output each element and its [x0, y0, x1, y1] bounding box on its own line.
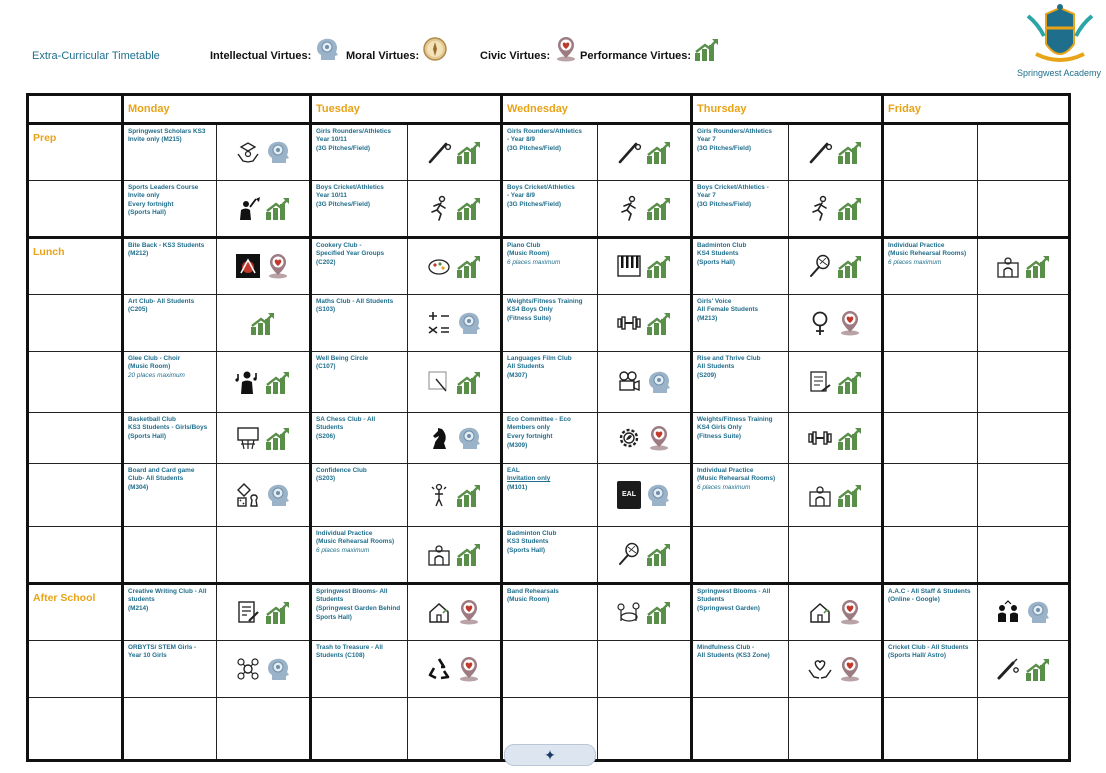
icon-cell [598, 351, 692, 412]
icon-cell [598, 237, 692, 294]
empty-cell [978, 123, 1070, 180]
school-name: Springwest Academy [1016, 68, 1102, 78]
growth-arrow-icon [456, 195, 482, 221]
film-camera-icon [616, 369, 642, 395]
head-icon [646, 369, 672, 395]
recycle-icon [426, 656, 452, 682]
badminton-racket-icon [807, 253, 833, 279]
legend-civic [480, 50, 579, 62]
empty-cell [883, 463, 978, 526]
empty-cell [883, 294, 978, 351]
head-icon [265, 482, 291, 508]
activity-cell: Springwest Blooms - All Students (Springwest Garden) [692, 583, 789, 640]
activity-cell: Board and Card game Club- All Students (M304) [123, 463, 217, 526]
icon-cell [217, 351, 311, 412]
growth-arrow-icon [694, 36, 720, 62]
icon-cell [408, 294, 502, 351]
practice-room-icon [807, 482, 833, 508]
growth-arrow-icon [456, 541, 482, 567]
lunch-row-2 [28, 294, 1070, 351]
empty-cell [28, 294, 123, 351]
legend-intellectual-label: Intellectual Virtues: [210, 50, 312, 62]
piano-icon [616, 253, 642, 279]
icon-cell [598, 180, 692, 237]
eco-gear-icon [616, 425, 642, 451]
icon-cell [978, 237, 1070, 294]
timetable-title: Extra-Curricular Timetable [32, 50, 160, 62]
head-icon [314, 36, 340, 62]
activity-cell: Individual Practice (Music Rehearsal Rooms) 6 places maximum [311, 526, 408, 583]
runner-icon [426, 195, 452, 221]
growth-arrow-icon [646, 310, 672, 336]
icon-cell [408, 640, 502, 697]
sparkle-icon: ✦ [544, 747, 556, 763]
empty-cell [217, 526, 311, 583]
growth-arrow-icon [646, 599, 672, 625]
activity-cell: Boys Cricket/Athletics Year 10/11 (3G Pitches/Field) [311, 180, 408, 237]
activity-cell: Piano Club (Music Room) 6 places maximum [502, 237, 598, 294]
activity-cell: Individual Practice (Music Rehearsal Rooms) 6 places maximum [883, 237, 978, 294]
heart-pin-icon [456, 599, 482, 625]
head-icon [456, 310, 482, 336]
activity-cell: Girls Rounders/Athletics - Year 8/9 (3G Pitches/Field) [502, 123, 598, 180]
female-symbol-icon [807, 310, 833, 336]
day-header-thursday: Thursday [692, 95, 883, 124]
session-label-lunch: Lunch [28, 237, 123, 294]
empty-cell [28, 180, 123, 237]
icon-cell [408, 351, 502, 412]
empty-cell [28, 351, 123, 412]
empty-cell [123, 526, 217, 583]
empty-cell [883, 526, 978, 583]
activity-cell: Cookery Club - Specified Year Groups (C202) [311, 237, 408, 294]
empty-cell [598, 697, 692, 760]
empty-cell [978, 697, 1070, 760]
empty-cell [28, 640, 123, 697]
session-label-after-school: After School [28, 583, 123, 640]
empty-cell [883, 351, 978, 412]
icon-cell [408, 123, 502, 180]
empty-cell [692, 697, 789, 760]
people-conversation-icon [995, 599, 1021, 625]
empty-cell [28, 412, 123, 463]
activity-cell: Cricket Club - All Students (Sports Hall/ Astro) [883, 640, 978, 697]
growth-arrow-icon [1025, 656, 1051, 682]
activity-cell: Boys Cricket/Athletics - Year 8/9 (3G Pitches/Field) [502, 180, 598, 237]
eal-book-icon: EAL [617, 481, 641, 509]
empty-cell [883, 697, 978, 760]
head-icon [265, 656, 291, 682]
activity-cell: Girls' Voice All Female Students (M213) [692, 294, 789, 351]
practice-room-icon [426, 541, 452, 567]
activity-cell: Springwest Blooms- All Students (Springwest Garden Behind Sports Hall) [311, 583, 408, 640]
school-crest-icon [1022, 4, 1098, 78]
rounders-bat-icon [807, 139, 833, 165]
heart-pin-icon [456, 656, 482, 682]
head-icon [265, 139, 291, 165]
empty-cell [692, 526, 789, 583]
empty-cell [598, 640, 692, 697]
prep-row-2 [28, 180, 1070, 237]
growth-arrow-icon [265, 369, 291, 395]
icon-cell [217, 180, 311, 237]
icon-cell [408, 237, 502, 294]
activity-cell: Well Being Circle (C107) [311, 351, 408, 412]
activity-cell: Girls Rounders/Athletics Year 10/11 (3G Pitches/Field) [311, 123, 408, 180]
garden-house-icon [807, 599, 833, 625]
activity-cell: Weights/Fitness Training KS4 Boys Only (Fitness Suite) [502, 294, 598, 351]
growth-arrow-icon [646, 139, 672, 165]
icon-cell [408, 526, 502, 583]
icon-cell [217, 412, 311, 463]
empty-cell [217, 697, 311, 760]
activity-cell: Creative Writing Club - All students (M214) [123, 583, 217, 640]
garden-house-icon [426, 599, 452, 625]
lunch-row-1 [28, 237, 1070, 294]
confidence-figure-icon [426, 482, 452, 508]
activity-cell: Weights/Fitness Training KS4 Girls Only (Fitness Suite) [692, 412, 789, 463]
empty-cell [502, 640, 598, 697]
growth-arrow-icon [1025, 253, 1051, 279]
icon-cell [217, 294, 311, 351]
heart-pin-icon [265, 253, 291, 279]
growth-arrow-icon [646, 195, 672, 221]
activity-cell: Badminton Club KS3 Students (Sports Hall) [502, 526, 598, 583]
cricket-bat-icon [995, 656, 1021, 682]
icon-cell [789, 180, 883, 237]
icon-cell [598, 294, 692, 351]
activity-cell: Boys Cricket/Athletics - Year 7 (3G Pitches/Field) [692, 180, 789, 237]
drum-kit-icon [616, 599, 642, 625]
rounders-bat-icon [426, 139, 452, 165]
heart-pin-icon [837, 310, 863, 336]
activity-cell: Girls Rounders/Athletics Year 7 (3G Pitches/Field) [692, 123, 789, 180]
activity-cell: Mindfulness Club - All Students (KS3 Zone) [692, 640, 789, 697]
growth-arrow-icon [456, 253, 482, 279]
stem-network-icon [235, 656, 261, 682]
activity-cell: Trash to Treasure - All Students (C108) [311, 640, 408, 697]
after-school-row-2 [28, 640, 1070, 697]
icon-cell [598, 123, 692, 180]
head-icon [645, 482, 671, 508]
after-school-row-1 [28, 583, 1070, 640]
legend-intellectual [210, 50, 340, 62]
growth-arrow-icon [265, 195, 291, 221]
chess-knight-icon [426, 425, 452, 451]
rounders-bat-icon [616, 139, 642, 165]
activity-cell: Confidence Club (S203) [311, 463, 408, 526]
icon-cell [598, 526, 692, 583]
legend-moral-label: Moral Virtues: [346, 50, 420, 62]
page-action-button[interactable] [504, 744, 596, 766]
icon-cell [789, 237, 883, 294]
head-icon [1025, 599, 1051, 625]
activity-cell: Individual Practice (Music Rehearsal Rooms) 6 places maximum [692, 463, 789, 526]
icon-cell [789, 412, 883, 463]
day-header-tuesday: Tuesday [311, 95, 502, 124]
activity-cell: SA Chess Club - All Students (S206) [311, 412, 408, 463]
icon-cell [598, 583, 692, 640]
compass-icon [422, 36, 448, 62]
icon-cell [408, 463, 502, 526]
maths-symbols-icon [426, 310, 452, 336]
icon-cell [789, 640, 883, 697]
growth-arrow-icon [646, 253, 672, 279]
day-header-wednesday: Wednesday [502, 95, 692, 124]
icon-cell [217, 583, 311, 640]
heart-pin-icon [553, 36, 579, 62]
activity-cell: ORBYTS/ STEM Girls - Year 10 Girls [123, 640, 217, 697]
board-games-icon [235, 482, 261, 508]
activity-cell: Art Club- All Students (C205) [123, 294, 217, 351]
basketball-hoop-icon [235, 425, 261, 451]
writing-icon [235, 599, 261, 625]
empty-cell [789, 526, 883, 583]
icon-cell [789, 463, 883, 526]
empty-cell [978, 351, 1070, 412]
cookery-icon [426, 253, 452, 279]
growth-arrow-icon [837, 139, 863, 165]
empty-cell [883, 412, 978, 463]
heart-pin-icon [837, 599, 863, 625]
legend-performance [580, 50, 720, 62]
dumbbell-icon [807, 425, 833, 451]
session-label-prep: Prep [28, 123, 123, 180]
corner-cell [28, 95, 123, 124]
document-pen-icon [807, 369, 833, 395]
growth-arrow-icon [837, 482, 863, 508]
empty-cell [978, 294, 1070, 351]
activity-cell: Sports Leaders Course Invite only Every fortnight (Sports Hall) [123, 180, 217, 237]
growth-arrow-icon [837, 253, 863, 279]
activity-cell: Springwest Scholars KS3 Invite only (M215) [123, 123, 217, 180]
header-row [28, 95, 1070, 124]
icon-cell [789, 351, 883, 412]
growth-arrow-icon [837, 369, 863, 395]
empty-cell [978, 526, 1070, 583]
growth-arrow-icon [837, 195, 863, 221]
empty-cell [28, 526, 123, 583]
hands-heart-icon [807, 656, 833, 682]
practice-room-icon [995, 253, 1021, 279]
icon-cell [598, 463, 692, 526]
legend-performance-label: Performance Virtues: [580, 50, 692, 62]
activity-cell: Badminton Club KS4 Students (Sports Hall) [692, 237, 789, 294]
scholar-icon [235, 139, 261, 165]
growth-arrow-icon [456, 369, 482, 395]
empty-cell [311, 697, 408, 760]
growth-arrow-icon [456, 139, 482, 165]
legend-moral [346, 50, 448, 62]
empty-cell [408, 697, 502, 760]
activity-cell: Bite Back - KS3 Students (M212) [123, 237, 217, 294]
growth-arrow-icon [456, 482, 482, 508]
icon-cell [217, 237, 311, 294]
prep-row-1 [28, 123, 1070, 180]
activity-cell: Languages Film Club All Students (M307) [502, 351, 598, 412]
activity-cell: Glee Club - Choir (Music Room) 20 places maximum [123, 351, 217, 412]
icon-cell [217, 640, 311, 697]
icon-cell [789, 583, 883, 640]
activity-cell: Rise and Thrive Club All Students (S209) [692, 351, 789, 412]
growth-arrow-icon [265, 599, 291, 625]
legend-civic-label: Civic Virtues: [480, 50, 551, 62]
icon-cell [408, 180, 502, 237]
growth-arrow-icon [837, 425, 863, 451]
heart-pin-icon [837, 656, 863, 682]
activity-cell: Band Rehearsals (Music Room) [502, 583, 598, 640]
heart-pin-icon [646, 425, 672, 451]
empty-cell [789, 697, 883, 760]
day-header-friday: Friday [883, 95, 1070, 124]
icon-cell [408, 583, 502, 640]
icon-cell [789, 123, 883, 180]
bite-back-logo-icon [235, 253, 261, 279]
empty-cell [978, 180, 1070, 237]
wellbeing-icon [426, 369, 452, 395]
lunch-row-5 [28, 463, 1070, 526]
activity-cell: Basketball Club KS3 Students - Girls/Boys (Sports Hall) [123, 412, 217, 463]
empty-cell [123, 697, 217, 760]
empty-cell [978, 463, 1070, 526]
icon-cell [978, 583, 1070, 640]
singer-icon [235, 369, 261, 395]
dumbbell-icon [616, 310, 642, 336]
activity-cell: Eco Committee - Eco Members only Every fortnight (M309) [502, 412, 598, 463]
icon-cell [789, 294, 883, 351]
icon-cell [598, 412, 692, 463]
lunch-row-6 [28, 526, 1070, 583]
empty-cell [883, 123, 978, 180]
badminton-racket-icon [616, 541, 642, 567]
icon-cell [217, 123, 311, 180]
growth-arrow-icon [265, 425, 291, 451]
activity-cell: A.A.C - All Staff & Students (Online - Google) [883, 583, 978, 640]
head-icon [456, 425, 482, 451]
empty-cell [883, 180, 978, 237]
activity-cell: Maths Club - All Students (S103) [311, 294, 408, 351]
timetable-grid [26, 93, 1071, 762]
sports-leader-icon [235, 195, 261, 221]
runner-icon [616, 195, 642, 221]
empty-cell [978, 412, 1070, 463]
empty-cell [28, 697, 123, 760]
growth-arrow-icon [250, 310, 276, 336]
growth-arrow-icon [646, 541, 672, 567]
day-header-monday: Monday [123, 95, 311, 124]
lunch-row-4 [28, 412, 1070, 463]
lunch-row-3 [28, 351, 1070, 412]
activity-cell: EAL Invitation only (M101) [502, 463, 598, 526]
icon-cell [978, 640, 1070, 697]
icon-cell [217, 463, 311, 526]
empty-cell [28, 463, 123, 526]
runner-icon [807, 195, 833, 221]
icon-cell [408, 412, 502, 463]
